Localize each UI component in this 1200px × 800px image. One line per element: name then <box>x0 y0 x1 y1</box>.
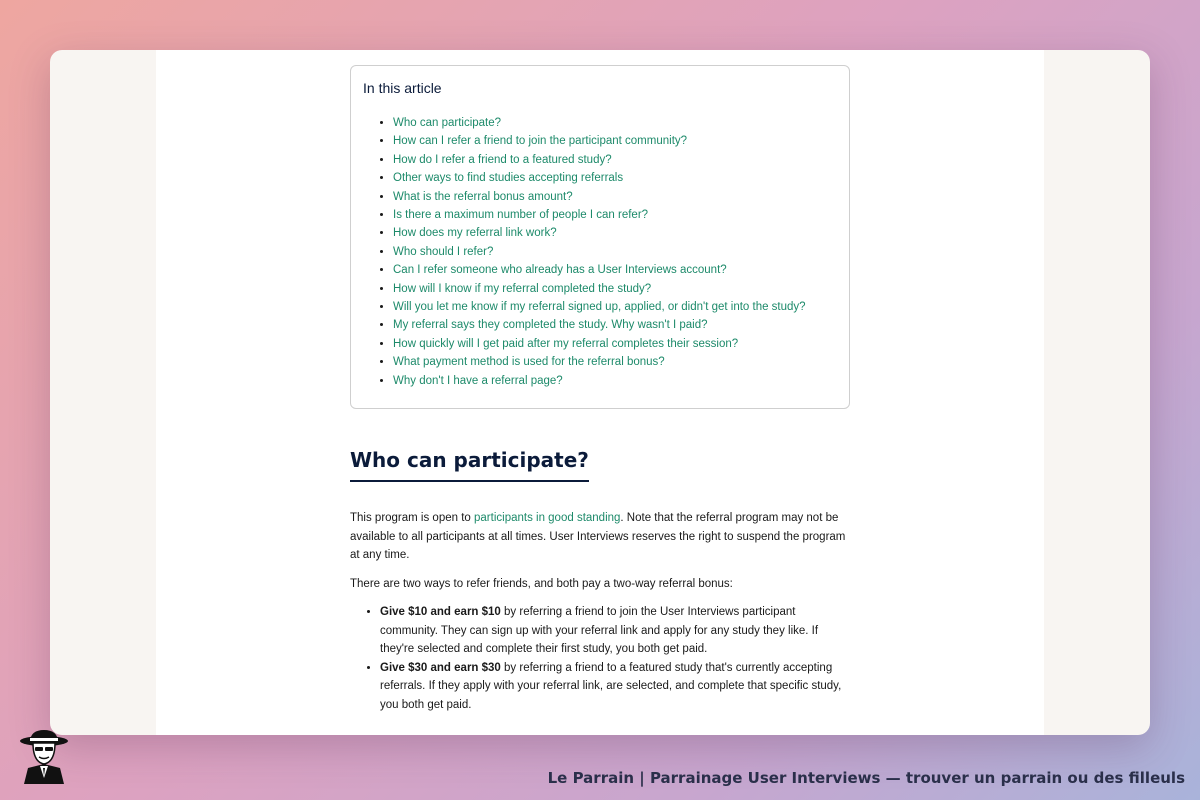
toc-link[interactable]: What payment method is used for the referral bonus? <box>393 356 665 369</box>
toc-link[interactable]: Why don't I have a referral page? <box>393 374 563 387</box>
toc-item <box>393 316 837 334</box>
intro-text: This program is open to <box>350 512 475 525</box>
toc-item <box>393 132 837 150</box>
toc-item <box>393 298 837 316</box>
bonus-description: by referring a friend to join the User Interviews participant community. They can sign up with your referral link and apply for any study they like. If they're selected and complete their first study, you both get paid. <box>380 606 819 656</box>
toc-link[interactable]: Who should I refer? <box>393 245 494 258</box>
ways-paragraph: There are two ways to refer friends, and both pay a two-way referral bonus: <box>350 577 733 590</box>
bonus-label: Give $30 and earn $30 <box>380 661 501 674</box>
toc-link[interactable]: How can I refer a friend to join the participant community? <box>393 135 688 148</box>
browser-window <box>50 50 1150 735</box>
toc-item <box>393 335 837 353</box>
toc-item <box>393 261 837 279</box>
toc-item <box>393 224 837 242</box>
toc-item <box>393 151 837 169</box>
toc-link[interactable]: How does my referral link work? <box>393 227 557 240</box>
toc-link[interactable]: Is there a maximum number of people I can refer? <box>393 209 649 222</box>
intro-paragraph <box>350 509 850 565</box>
list-item <box>380 603 850 659</box>
table-of-contents <box>350 65 850 409</box>
good-standing-link[interactable]: participants in good standing <box>474 512 621 525</box>
toc-link[interactable]: Can I refer someone who already has a User Interviews account? <box>393 264 727 277</box>
toc-item <box>393 188 837 206</box>
godfather-logo-icon <box>18 728 70 784</box>
toc-item <box>393 372 837 390</box>
article-page <box>156 50 1044 735</box>
bonus-label: Give $10 and earn $10 <box>380 606 501 619</box>
toc-link[interactable]: Who can participate? <box>393 117 502 129</box>
toc-link[interactable]: Other ways to find studies accepting referrals <box>393 172 624 185</box>
toc-title: In this article <box>363 80 442 96</box>
toc-link[interactable]: Will you let me know if my referral signed up, applied, or didn't get into the study? <box>393 301 806 314</box>
bonus-description: by referring a friend to a featured study that's currently accepting referrals. If they apply with your referral link, are selected, and complete that specific study, you both get paid. <box>380 661 842 711</box>
referral-options-list <box>350 603 850 714</box>
toc-item <box>393 280 837 298</box>
toc-item <box>393 169 837 187</box>
toc-link[interactable]: How will I know if my referral completed the study? <box>393 282 652 295</box>
toc-link[interactable]: How do I refer a friend to a featured study? <box>393 153 612 166</box>
intro-text-rest: . Note that the referral program may not be available to all participants at all times. User Interviews reserves the right to suspend the program at any time. <box>350 512 846 562</box>
toc-item <box>393 353 837 371</box>
page-caption: Le Parrain | Parrainage User Interviews — trouver un parrain ou des filleuls <box>547 769 1185 787</box>
toc-link[interactable]: My referral says they completed the study. Why wasn't I paid? <box>393 319 708 332</box>
article-content <box>350 50 850 714</box>
toc-item <box>393 206 837 224</box>
toc-link[interactable]: What is the referral bonus amount? <box>393 190 573 203</box>
list-item <box>380 659 850 715</box>
toc-item <box>393 114 837 132</box>
toc-list <box>363 114 837 390</box>
toc-link[interactable]: How quickly will I get paid after my referral completes their session? <box>393 337 739 350</box>
section-heading: Who can participate? <box>350 448 589 482</box>
toc-item <box>393 243 837 261</box>
